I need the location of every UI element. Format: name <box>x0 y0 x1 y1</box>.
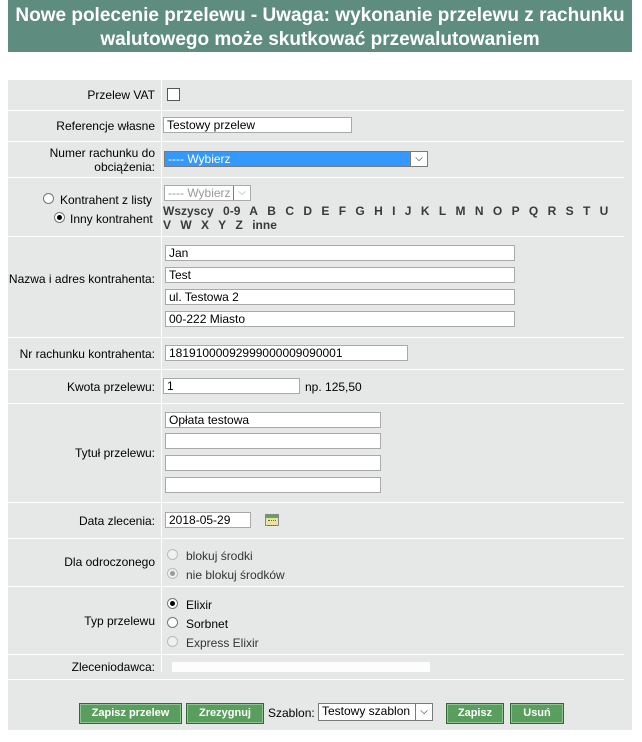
letter-filter-w[interactable]: W <box>180 218 192 232</box>
letter-filter-c[interactable]: C <box>285 204 294 218</box>
reference-input[interactable] <box>163 117 352 133</box>
row-reference <box>0 111 624 142</box>
address-line-1[interactable] <box>165 289 515 305</box>
type-express-label: Express Elixir <box>186 636 259 650</box>
debit-account-label: Numer rachunku do obciążenia: <box>49 146 155 174</box>
deferred-block-radio[interactable] <box>167 549 178 560</box>
address-line-2[interactable] <box>165 311 515 327</box>
letter-filter-f[interactable]: F <box>338 204 347 218</box>
letter-filter-h[interactable]: H <box>374 204 383 218</box>
letter-filter <box>163 204 623 232</box>
row-debit-account <box>0 142 624 178</box>
orderer-label: Zleceniodawca: <box>71 660 155 674</box>
letter-filter-wszyscy[interactable]: Wszyscy <box>163 204 214 218</box>
contractor-other-label: Inny kontrahent <box>70 212 153 226</box>
letter-filter-a[interactable]: A <box>249 204 258 218</box>
letter-filter-0-9[interactable]: 0-9 <box>223 204 241 218</box>
type-express-radio[interactable] <box>167 636 178 647</box>
chevron-down-icon: ⌵ <box>233 186 250 200</box>
row-title <box>0 404 624 503</box>
date-label: Data zlecenia: <box>78 514 155 528</box>
letter-filter-v[interactable]: V <box>163 218 172 232</box>
template-delete-button[interactable]: Usuń <box>510 703 564 724</box>
account-input[interactable] <box>165 345 408 361</box>
amount-hint: np. 125,50 <box>305 380 362 394</box>
row-account <box>0 338 624 370</box>
template-select[interactable] <box>318 703 433 721</box>
chevron-down-icon: ⌵ <box>410 152 427 166</box>
letter-filter-j[interactable]: J <box>404 204 412 218</box>
row-amount <box>0 370 624 404</box>
vat-label: Przelew VAT <box>87 88 155 102</box>
title-label: Tytuł przelewu: <box>74 446 155 460</box>
row-vat <box>0 80 624 111</box>
title-line-2[interactable] <box>165 433 381 449</box>
type-label: Typ przelewu <box>84 614 155 628</box>
contractor-list-value: ---- Wybierz <box>168 186 231 200</box>
letter-filter-x[interactable]: X <box>201 218 210 232</box>
letter-filter-p[interactable]: P <box>511 204 520 218</box>
type-sorbnet-label: Sorbnet <box>186 617 229 631</box>
letter-filter-n[interactable]: N <box>474 204 484 218</box>
letter-filter-l[interactable]: L <box>438 204 447 218</box>
letter-filter-g[interactable]: G <box>355 204 365 218</box>
contractor-other-radio[interactable] <box>54 212 65 223</box>
page-title: Nowe polecenie przelewu - Uwaga: wykonanie przelewu z rachunku walutowego może skutkować przewalutowaniem <box>8 0 632 52</box>
letter-filter-e[interactable]: E <box>321 204 330 218</box>
name-address-label: Nazwa i adres kontrahenta: <box>8 272 155 286</box>
row-name-address <box>0 237 624 338</box>
deferred-noblock-radio[interactable] <box>167 568 178 579</box>
letter-filter-r[interactable]: R <box>547 204 557 218</box>
contractor-list-label: Kontrahent z listy <box>60 193 153 207</box>
vat-checkbox[interactable] <box>167 88 180 101</box>
date-input[interactable] <box>165 512 251 528</box>
letter-filter-y[interactable]: Y <box>218 218 227 232</box>
orderer-redacted <box>172 662 430 672</box>
letter-filter-d[interactable]: D <box>303 204 312 218</box>
letter-filter-z[interactable]: Z <box>235 218 243 232</box>
type-elixir-radio[interactable] <box>167 598 178 609</box>
contractor-list-radio[interactable] <box>43 193 54 204</box>
amount-input[interactable] <box>163 378 300 394</box>
letter-filter-o[interactable]: O <box>492 204 503 218</box>
save-transfer-button[interactable]: Zapisz przelew <box>79 703 182 724</box>
title-line-4[interactable] <box>165 477 381 493</box>
chevron-down-icon: ⌵ <box>415 704 432 720</box>
title-line-1[interactable] <box>165 412 381 428</box>
letter-filter-b[interactable]: B <box>267 204 276 218</box>
letter-filter-inne[interactable]: inne <box>252 218 277 232</box>
template-value: Testowy szablon <box>322 704 411 718</box>
calendar-icon[interactable] <box>265 514 279 526</box>
deferred-block-label: blokuj środki <box>186 549 253 563</box>
name-line-1[interactable] <box>165 245 515 261</box>
row-deferred <box>0 539 624 587</box>
letter-filter-i[interactable]: I <box>392 204 396 218</box>
letter-filter-m[interactable]: M <box>455 204 466 218</box>
deferred-noblock-label: nie blokuj środków <box>186 568 285 582</box>
type-sorbnet-radio[interactable] <box>167 617 178 628</box>
debit-account-select[interactable] <box>164 151 428 167</box>
letter-filter-s[interactable]: S <box>565 204 574 218</box>
deferred-label: Dla odroczonego <box>64 555 155 569</box>
template-save-button[interactable]: Zapisz <box>446 703 504 724</box>
contractor-list-select[interactable] <box>164 185 251 201</box>
template-label: Szablon: <box>268 706 315 720</box>
title-line-3[interactable] <box>165 455 381 471</box>
cancel-button[interactable]: Zrezygnuj <box>186 703 264 724</box>
debit-account-value: ---- Wybierz <box>165 152 410 166</box>
letter-filter-u[interactable]: U <box>599 204 609 218</box>
reference-label: Referencje własne <box>56 119 155 133</box>
letter-filter-t[interactable]: T <box>582 204 591 218</box>
letter-filter-k[interactable]: K <box>420 204 430 218</box>
type-elixir-label: Elixir <box>186 598 212 612</box>
row-date <box>0 503 624 539</box>
letter-filter-q[interactable]: Q <box>528 204 539 218</box>
account-label: Nr rachunku kontrahenta: <box>19 347 155 361</box>
row-type <box>0 587 624 655</box>
amount-label: Kwota przelewu: <box>66 380 155 394</box>
name-line-2[interactable] <box>165 267 515 283</box>
